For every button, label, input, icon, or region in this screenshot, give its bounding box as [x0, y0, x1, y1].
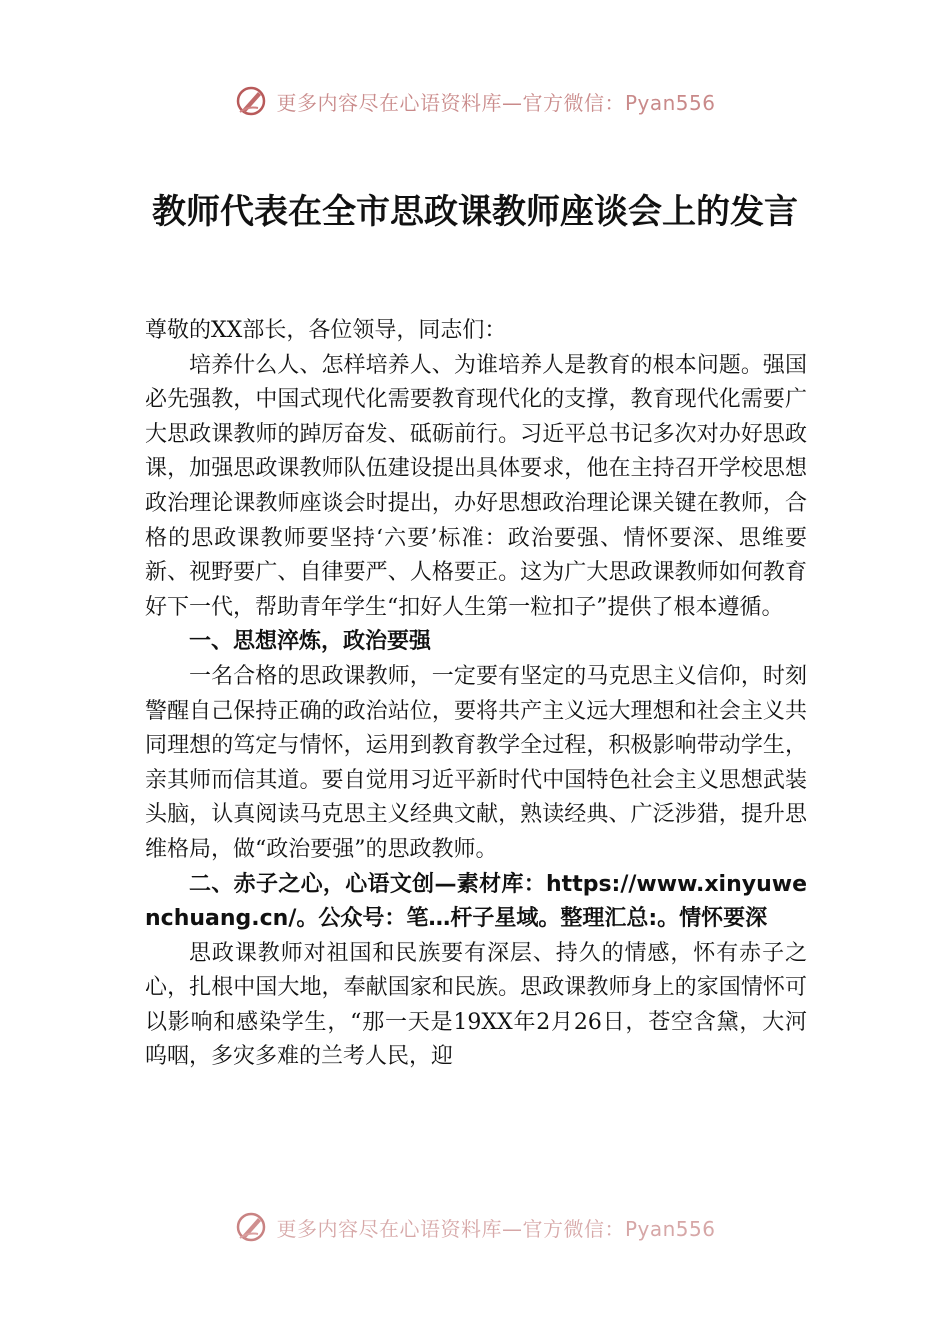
document-body — [145, 314, 807, 1075]
section-1-paragraph: 一名合格的思政课教师，一定要有坚定的马克思主义信仰，时刻警醒自己保持正确的政治站位，要将共产主义远大理想和社会主义共同理想的笃定与情怀，运用到教育教学全过程，积极影响带动学生，亲其师而信其道。要自觉用习近平新时代中国特色社会主义思想武装头脑，认真阅读马克思主义经典文献，熟读经典、广泛涉猎，提升思维格局，做“政治要强”的思政教师。 — [145, 663, 807, 862]
header-watermark — [0, 84, 950, 118]
document-title: 教师代表在全市思政课教师座谈会上的发言 — [152, 192, 798, 232]
watermark-text: 更多内容尽在心语资料库—官方微信：Pyan556 — [276, 1216, 716, 1241]
section-2-heading: 二、赤子之心，心语文创—素材库：https://www.xinyuwenchuang.cn/。公众号：笔…杆子星域。整理汇总:。情怀要深 — [145, 871, 807, 932]
watermark-text: 更多内容尽在心语资料库—官方微信：Pyan556 — [276, 90, 716, 115]
intro-paragraph: 培养什么人、怎样培养人、为谁培养人是教育的根本问题。强国必先强教，中国式现代化需要教育现代化的支撑，教育现代化需要广大思政课教师的踔厉奋发、砥砺前行。习近平总书记多次对办好思政课，加强思政课教师队伍建设提出具体要求，他在主持召开学校思想政治理论课教师座谈会时提出，办好思想政治理论课关键在教师，合格的思政课教师要坚持‘六要’标准：政治要强、情怀要深、思维要新、视野要广、自律要严、人格要正。这为广大思政课教师如何教育好下一代，帮助青年学生“扣好人生第一粒扣子”提供了根本遵循。 — [145, 352, 807, 620]
pen-circle-logo-icon — [234, 84, 268, 118]
footer-watermark — [0, 1210, 950, 1244]
pen-circle-logo-icon — [234, 1210, 268, 1244]
section-2-paragraph: 思政课教师对祖国和民族要有深层、持久的情感，怀有赤子之心，扎根中国大地，奉献国家和民族。思政课教师身上的家国情怀可以影响和感染学生，“那一天是19XX年2月26日，苍空含黛，大河呜咽，多灾多难的兰考人民，迎 — [145, 940, 807, 1070]
salutation: 尊敬的XX部长，各位领导，同志们： — [145, 318, 507, 343]
section-1-heading: 一、思想淬炼，政治要强 — [189, 629, 432, 655]
